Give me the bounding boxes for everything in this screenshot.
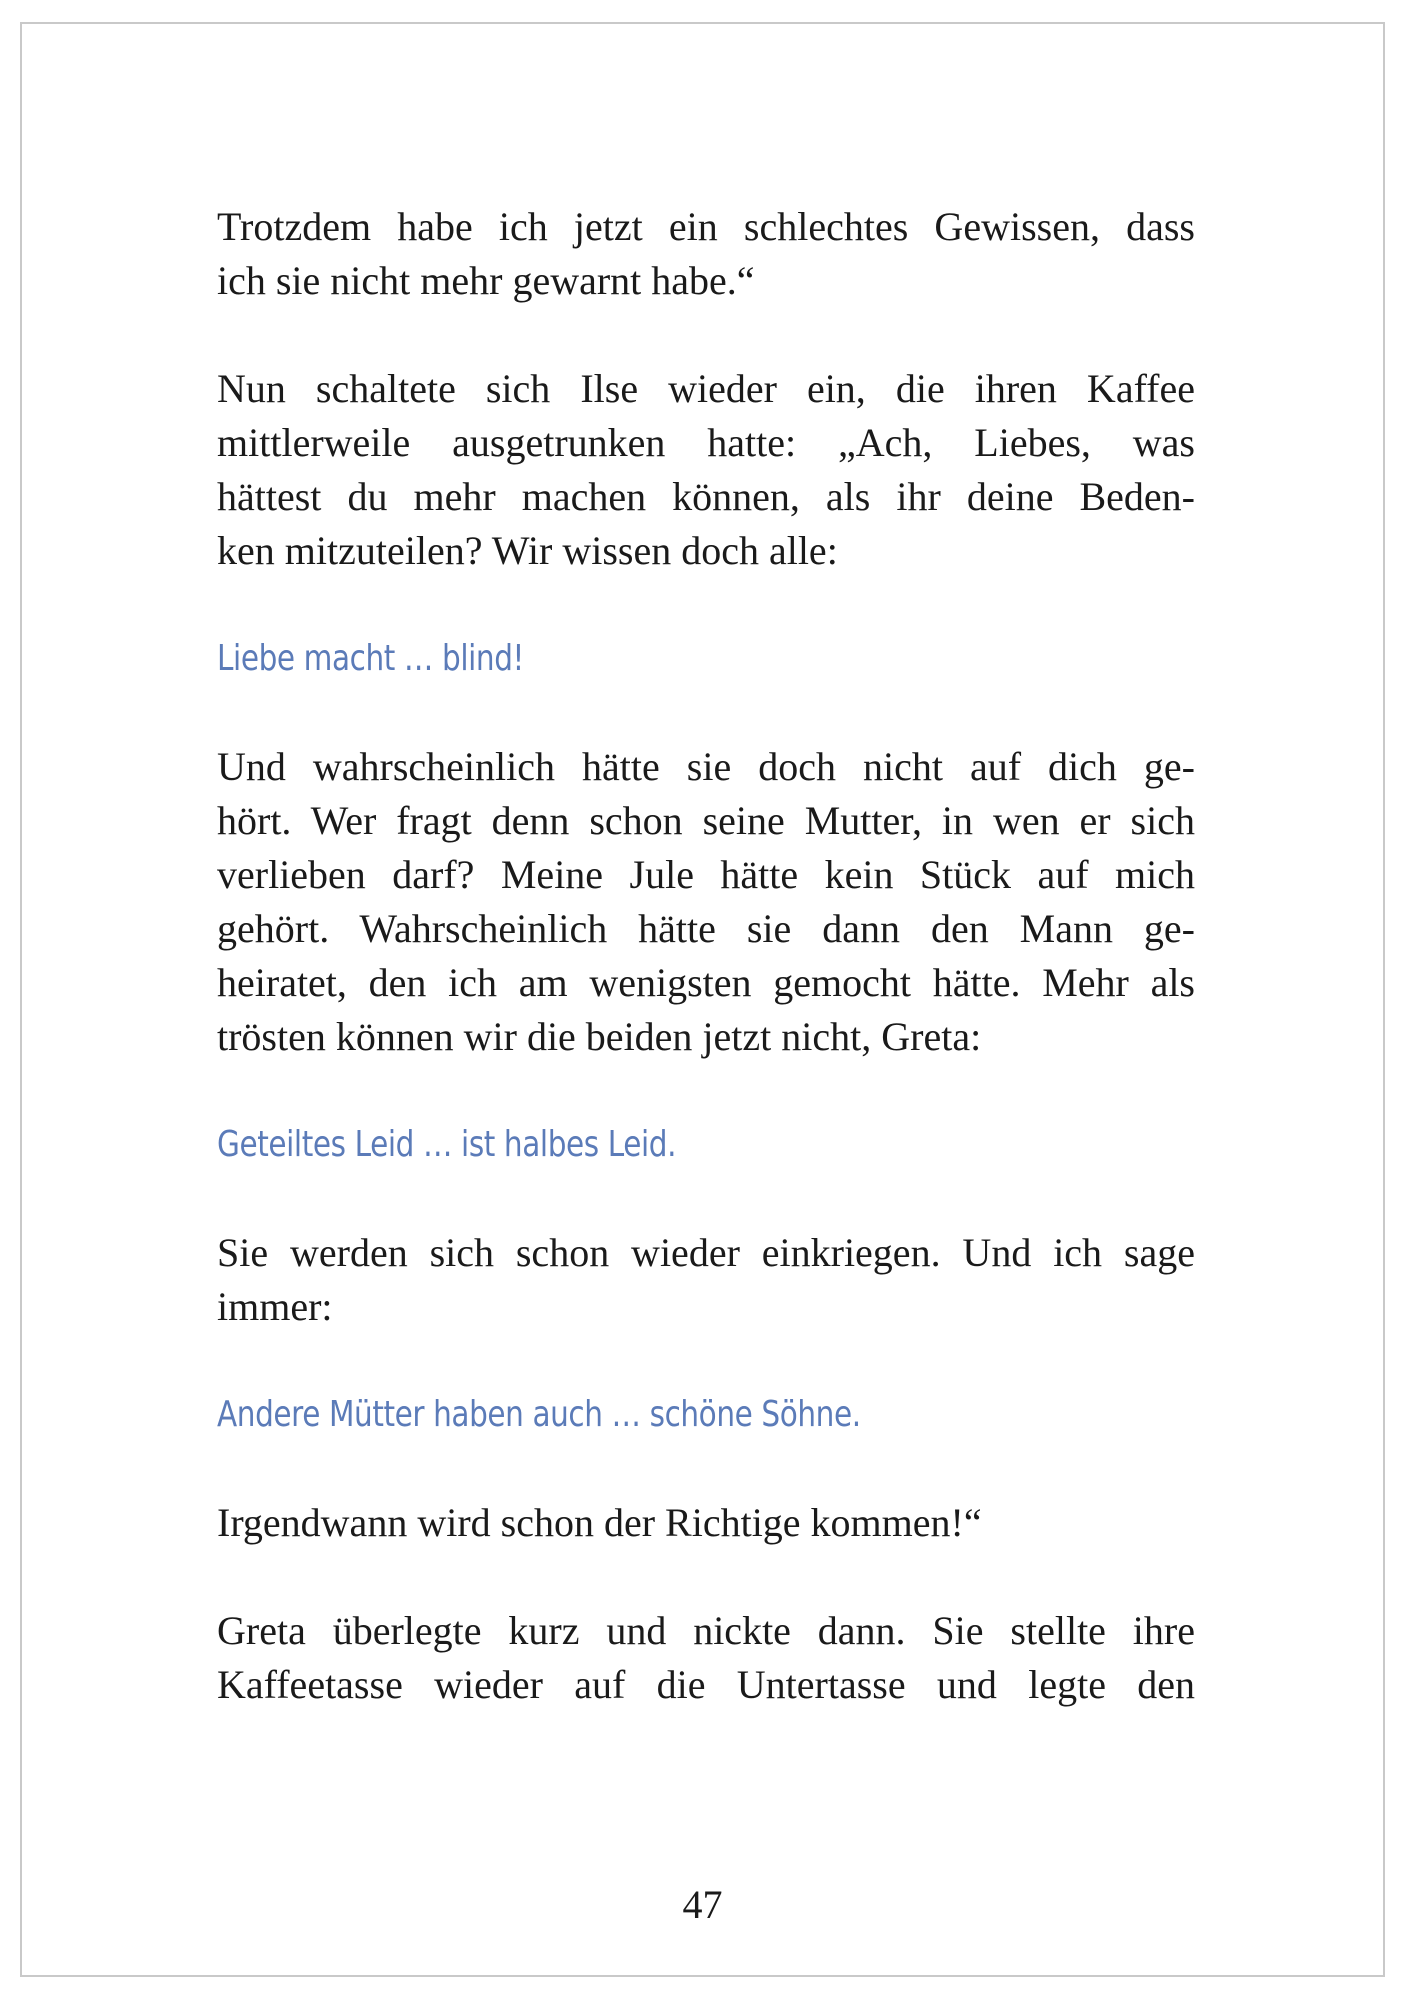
text-line: hättest du mehr machen können, als ihr deine Beden- <box>217 474 1195 519</box>
text-line: trösten können wir die beiden jetzt nicht, Greta: <box>217 1014 982 1059</box>
text-line: Irgendwann wird schon der Richtige kommen!“ <box>217 1500 982 1545</box>
text-line: hört. Wer fragt denn schon seine Mutter, in wen er sich <box>217 798 1195 843</box>
text-line: mittlerweile ausgetrunken hatte: „Ach, Liebes, was <box>217 420 1195 465</box>
text-line: heiratet, den ich am wenigsten gemocht hätte. Mehr als <box>217 960 1195 1005</box>
text-line: verlieben darf? Meine Jule hätte kein Stück auf mich <box>217 852 1195 897</box>
text-line: Und wahrscheinlich hätte sie doch nicht auf dich ge- <box>217 744 1195 789</box>
page-number: 47 <box>682 1882 723 1927</box>
saying-2: Geteiltes Leid … ist halbes Leid. <box>217 1124 677 1165</box>
text-column <box>217 200 1195 1712</box>
text-line: gehört. Wahrscheinlich hätte sie dann den Mann ge- <box>217 906 1195 951</box>
paragraph-2 <box>217 362 1195 578</box>
text-line: ken mitzuteilen? Wir wissen doch alle: <box>217 528 838 573</box>
paragraph-3 <box>217 740 1195 1064</box>
text-line: Trotzdem habe ich jetzt ein schlechtes Gewissen, dass <box>217 204 1195 249</box>
saying-1: Liebe macht … blind! <box>217 638 524 679</box>
text-line: Kaffeetasse wieder auf die Untertasse und legte den <box>217 1662 1195 1707</box>
text-line: Sie werden sich schon wieder einkriegen. Und ich sage <box>217 1230 1195 1275</box>
text-line: Nun schaltete sich Ilse wieder ein, die ihren Kaffee <box>217 366 1195 411</box>
saying-3: Andere Mütter haben auch … schöne Söhne. <box>217 1394 861 1435</box>
text-line: immer: <box>217 1284 333 1329</box>
paragraph-4 <box>217 1226 1195 1334</box>
text-line: ich sie nicht mehr gewarnt habe.“ <box>217 258 755 303</box>
paragraph-1 <box>217 200 1195 308</box>
text-line: Greta überlegte kurz und nickte dann. Sie stellte ihre <box>217 1608 1195 1653</box>
paragraph-5 <box>217 1496 1195 1550</box>
paragraph-6 <box>217 1604 1195 1712</box>
